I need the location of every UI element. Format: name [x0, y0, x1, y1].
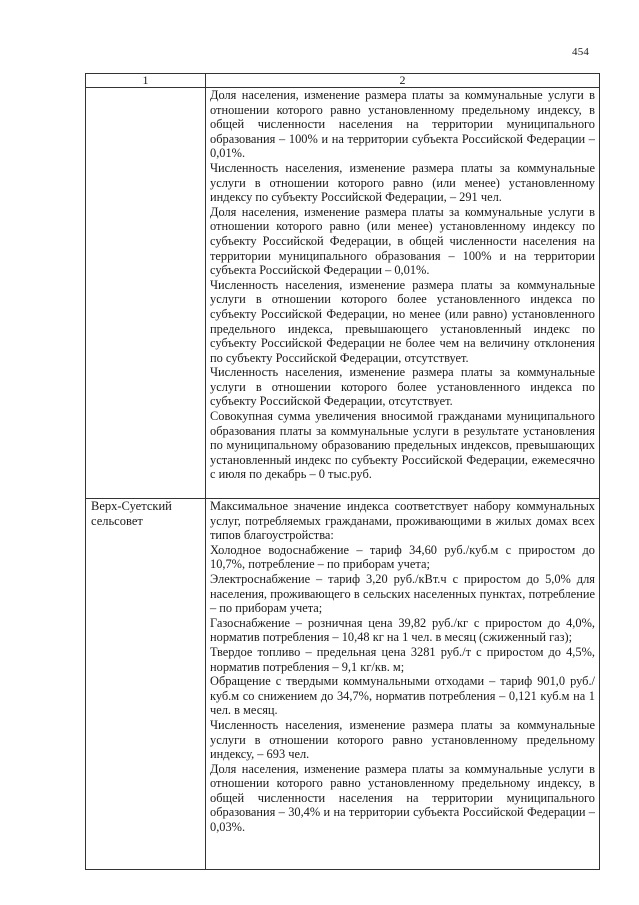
table-row	[86, 499, 600, 870]
document-table	[85, 73, 600, 870]
paragraph: Газоснабжение – розничная цена 39,82 руб./кг с приростом до 4,0%, норматив потребления – 10,48 кг на 1 чел. в месяц (сжиженный газ);	[210, 615, 595, 645]
paragraph: Численность населения, изменение размера платы за коммунальные услуги в отношении которого равно установленному предельному индексу, – 693 чел.	[210, 717, 595, 762]
paragraph: Численность населения, изменение размера платы за коммунальные услуги в отношении которого более установленного индекса по субъекту Российской Федерации, но менее (или равно) установленного предельного индекса, превышающего установленный индекс по субъекту Российской Федерации не более чем на величину отклонения по субъекту Российской Федерации, отсутствует.	[210, 277, 595, 365]
table-header-row	[86, 74, 600, 88]
municipality-name-cell	[86, 88, 206, 499]
paragraph: Твердое топливо – предельная цена 3281 руб./т с приростом до 4,5%, норматив потребления – 9,1 кг/кв. м;	[210, 644, 595, 674]
paragraph: Доля населения, изменение размера платы за коммунальные услуги в отношении которого равно установленному предельному индексу, в общей численности населения на территории муниципального образования – 100% и на территории субъекта Российской Федерации – 0,01%.	[210, 88, 595, 161]
paragraph: Электроснабжение – тариф 3,20 руб./кВт.ч с приростом до 5,0% для населения, проживающего в сельских населенных пунктах, потребление – по приборам учета;	[210, 571, 595, 616]
paragraph: Совокупная сумма увеличения вносимой гражданами муниципального образования платы за коммунальные услуги в результате установления по муниципальному образованию предельных индексов, превышающих установленный индекс по субъекту Российской Федерации, ежемесячно с июля по декабрь – 0 тыс.руб.	[210, 409, 595, 482]
paragraph: Численность населения, изменение размера платы за коммунальные услуги в отношении которого равно (или менее) установленному индексу по субъекту Российской Федерации, – 291 чел.	[210, 160, 595, 205]
page-number: 454	[572, 46, 590, 58]
indicator-text-cell	[206, 499, 600, 870]
paragraph: Доля населения, изменение размера платы за коммунальные услуги в отношении которого равно установленному предельному индексу, в общей численности населения на территории муниципального образования – 30,4% и на территории субъекта Российской Федерации – 0,03%.	[210, 761, 595, 835]
municipality-name-cell: Верх-Суетский сельсовет	[86, 499, 206, 870]
paragraph: Доля населения, изменение размера платы за коммунальные услуги в отношении которого равно (или менее) установленному индексу по субъекту Российской Федерации, в общей численности населения на территории муниципального образования – 100% и на территории субъекта Российской Федерации – 0,01%.	[210, 204, 595, 278]
paragraph: Максимальное значение индекса соответствует набору коммунальных услуг, потребляемых гражданами, проживающими в жилых домах всех типов благоустройства:	[210, 499, 595, 543]
table-row	[86, 88, 600, 499]
paragraph: Холодное водоснабжение – тариф 34,60 руб./куб.м с приростом до 10,7%, потребление – по приборам учета;	[210, 542, 595, 572]
column-header-2: 2	[206, 74, 600, 88]
column-header-1: 1	[86, 74, 206, 88]
indicator-text-cell	[206, 88, 600, 499]
paragraph: Численность населения, изменение размера платы за коммунальные услуги в отношении которого более установленного индекса по субъекту Российской Федерации, отсутствует.	[210, 365, 595, 409]
paragraph: Обращение с твердыми коммунальными отходами – тариф 901,0 руб./куб.м со снижением до 34,7%, норматив потребления – 0,121 куб.м на 1 чел. в месяц.	[210, 674, 595, 718]
